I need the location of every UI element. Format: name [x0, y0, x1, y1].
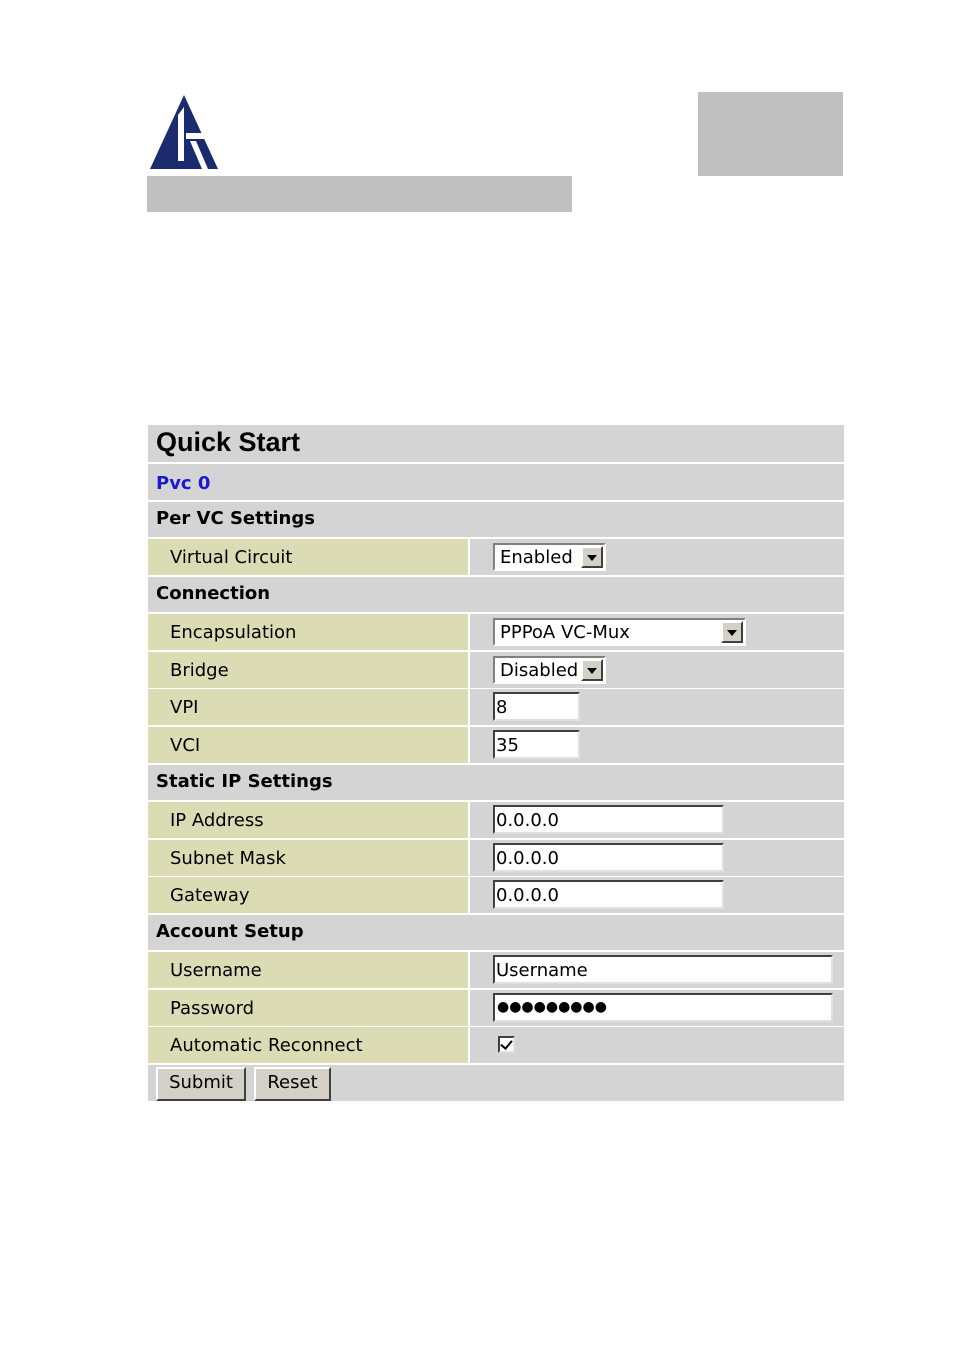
title-row — [148, 425, 844, 462]
encapsulation-label: Encapsulation — [170, 622, 297, 643]
atlantis-logo-icon — [148, 93, 220, 171]
subnet-mask-label: Subnet Mask — [170, 848, 286, 869]
section-title: Per VC Settings — [156, 508, 315, 529]
row-password — [148, 990, 844, 1026]
row-vci — [148, 727, 844, 763]
value-cell — [470, 990, 844, 1026]
gateway-label: Gateway — [170, 885, 250, 906]
row-vpi — [148, 689, 844, 725]
reset-button[interactable]: Reset — [254, 1067, 331, 1101]
automatic-reconnect-label: Automatic Reconnect — [170, 1035, 363, 1056]
label-cell — [148, 727, 468, 763]
ip-address-label: IP Address — [170, 810, 264, 831]
input-value: 35 — [496, 735, 519, 756]
label-cell — [148, 990, 468, 1026]
subnet-mask-input[interactable] — [493, 843, 724, 872]
virtual-circuit-select[interactable] — [493, 543, 606, 571]
label-cell — [148, 1027, 468, 1063]
row-username — [148, 952, 844, 988]
section-title: Connection — [156, 583, 271, 604]
quick-start-panel — [148, 425, 844, 1101]
header-bar — [147, 176, 572, 212]
gateway-input[interactable] — [493, 880, 724, 909]
page-title: Quick Start — [156, 427, 301, 457]
value-cell — [470, 1027, 844, 1063]
vpi-input[interactable] — [493, 692, 580, 721]
select-value: Disabled — [500, 660, 579, 681]
automatic-reconnect-checkbox[interactable] — [498, 1036, 515, 1053]
row-gateway — [148, 877, 844, 913]
username-label: Username — [170, 960, 262, 981]
label-cell — [148, 877, 468, 913]
password-input[interactable] — [493, 993, 833, 1022]
label-cell — [148, 539, 468, 575]
bridge-select[interactable] — [493, 656, 606, 684]
section-account-setup — [148, 915, 844, 950]
ip-address-input[interactable] — [493, 805, 724, 834]
pvc-label: Pvc 0 — [156, 473, 211, 494]
input-value: 0.0.0.0 — [496, 885, 559, 906]
row-automatic-reconnect — [148, 1027, 844, 1063]
value-cell — [470, 877, 844, 913]
section-title: Static IP Settings — [156, 771, 333, 792]
encapsulation-select[interactable] — [493, 618, 746, 646]
chevron-down-icon[interactable] — [581, 659, 603, 681]
section-title: Account Setup — [156, 921, 304, 942]
label-cell — [148, 840, 468, 876]
pvc-row — [148, 464, 844, 500]
value-cell — [470, 689, 844, 725]
button-row — [148, 1065, 844, 1101]
select-value: PPPoA VC-Mux — [500, 622, 630, 643]
vpi-label: VPI — [170, 697, 199, 718]
bridge-label: Bridge — [170, 660, 229, 681]
value-cell — [470, 614, 844, 650]
vci-label: VCI — [170, 735, 201, 756]
input-value: 8 — [496, 697, 508, 718]
value-cell — [470, 952, 844, 988]
value-cell — [470, 727, 844, 763]
row-ip-address — [148, 802, 844, 838]
value-cell — [470, 539, 844, 575]
value-cell — [470, 840, 844, 876]
label-cell — [148, 689, 468, 725]
section-connection — [148, 577, 844, 612]
row-bridge — [148, 652, 844, 688]
chevron-down-icon[interactable] — [721, 621, 743, 643]
select-value: Enabled — [500, 547, 573, 568]
value-cell — [470, 802, 844, 838]
label-cell — [148, 652, 468, 688]
virtual-circuit-label: Virtual Circuit — [170, 547, 293, 568]
input-value: Username — [496, 960, 588, 981]
submit-button[interactable]: Submit — [156, 1067, 246, 1101]
input-value: 0.0.0.0 — [496, 848, 559, 869]
row-subnet-mask — [148, 840, 844, 876]
password-label: Password — [170, 998, 255, 1019]
vci-input[interactable] — [493, 730, 580, 759]
password-mask: ●●●●●●●●● — [497, 999, 607, 1015]
row-virtual-circuit — [148, 539, 844, 575]
chevron-down-icon[interactable] — [581, 546, 603, 568]
corner-box — [698, 92, 843, 176]
section-per-vc — [148, 502, 844, 537]
value-cell — [470, 652, 844, 688]
row-encapsulation — [148, 614, 844, 650]
username-input[interactable] — [493, 955, 833, 984]
label-cell — [148, 952, 468, 988]
section-static-ip — [148, 765, 844, 800]
label-cell — [148, 802, 468, 838]
input-value: 0.0.0.0 — [496, 810, 559, 831]
label-cell — [148, 614, 468, 650]
